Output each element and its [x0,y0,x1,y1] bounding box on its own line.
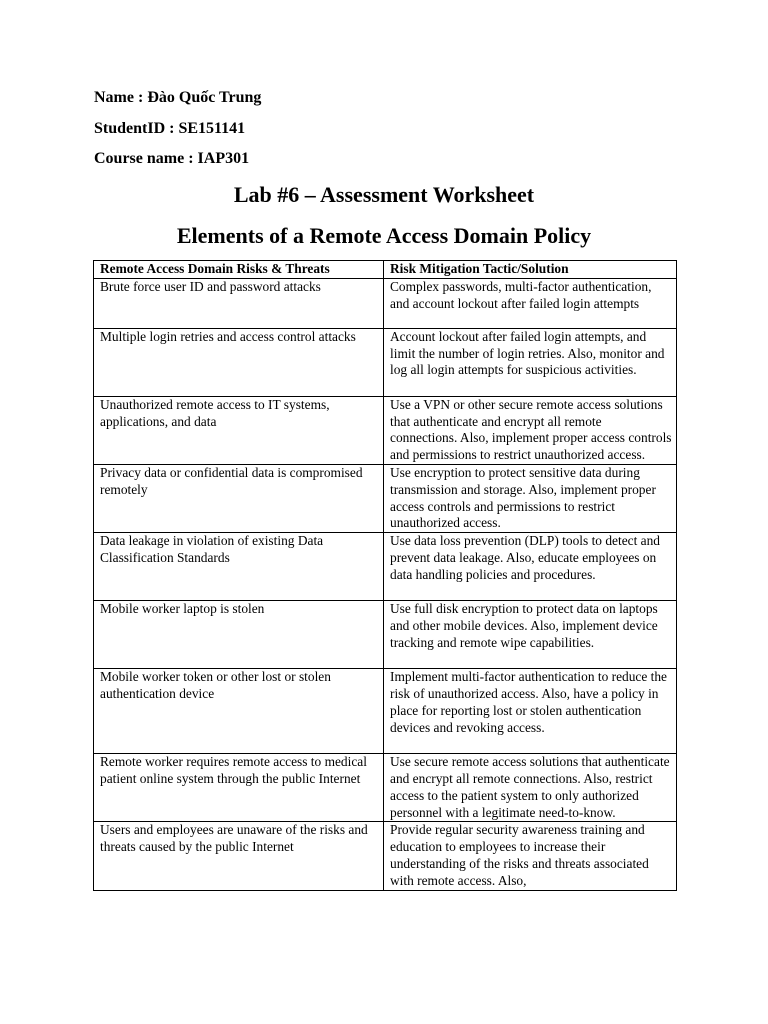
mitigation-cell: Implement multi-factor authentication to reduce the risk of unauthorized access. Also, have a policy in place for reporting lost or stolen authentication devices and revoking access. [384,669,677,754]
risk-cell: Brute force user ID and password attacks [94,278,384,328]
table-row [94,464,677,532]
table-header-row [94,261,677,279]
worksheet-subtitle: Elements of a Remote Access Domain Policy [176,223,592,248]
table-row [94,601,677,669]
risk-cell: Unauthorized remote access to IT systems, applications, and data [94,396,384,464]
table-row [94,754,677,822]
risk-cell: Mobile worker laptop is stolen [94,601,384,669]
risk-cell: Multiple login retries and access control attacks [94,328,384,396]
risk-cell: Remote worker requires remote access to medical patient online system through the public Internet [94,754,384,822]
mitigation-cell: Use full disk encryption to protect data on laptops and other mobile devices. Also, implement device tracking and remote wipe capabilities. [384,601,677,669]
mitigation-cell: Use secure remote access solutions that authenticate and encrypt all remote connections. Also, restrict access to the patient system to only authorized personnel with a legitimate need-to-know. [384,754,677,822]
table-row [94,669,677,754]
mitigation-cell: Account lockout after failed login attempts, and limit the number of login retries. Also, monitor and log all login attempts for suspicious activities. [384,328,677,396]
worksheet-title: Lab #6 – Assessment Worksheet [233,182,535,207]
table-row [94,822,677,890]
mitigation-cell: Use data loss prevention (DLP) tools to detect and prevent data leakage. Also, educate employees on data handling policies and procedures. [384,533,677,601]
risk-cell: Mobile worker token or other lost or stolen authentication device [94,669,384,754]
risk-cell: Privacy data or confidential data is compromised remotely [94,464,384,532]
column-header-mitigation: Risk Mitigation Tactic/Solution [384,261,677,279]
table-row [94,278,677,328]
student-name: Name : Đào Quốc Trung [94,89,262,106]
risk-mitigation-table [93,260,677,891]
mitigation-cell: Provide regular security awareness training and education to employees to increase their understanding of the risks and threats associated with remote access. Also, [384,822,677,890]
risk-cell: Data leakage in violation of existing Data Classification Standards [94,533,384,601]
table-row [94,396,677,464]
table-row [94,328,677,396]
student-id: StudentID : SE151141 [94,120,246,137]
mitigation-cell: Complex passwords, multi-factor authentication, and account lockout after failed login attempts [384,278,677,328]
risk-cell: Users and employees are unaware of the risks and threats caused by the public Internet [94,822,384,890]
column-header-risks: Remote Access Domain Risks & Threats [94,261,384,279]
mitigation-cell: Use a VPN or other secure remote access solutions that authenticate and encrypt all remote connections. Also, implement proper access controls and permissions to restrict unauthorized access. [384,396,677,464]
course-name: Course name : IAP301 [94,150,250,167]
mitigation-cell: Use encryption to protect sensitive data during transmission and storage. Also, implement proper access controls and permissions to restrict unauthorized access. [384,464,677,532]
table-row [94,533,677,601]
